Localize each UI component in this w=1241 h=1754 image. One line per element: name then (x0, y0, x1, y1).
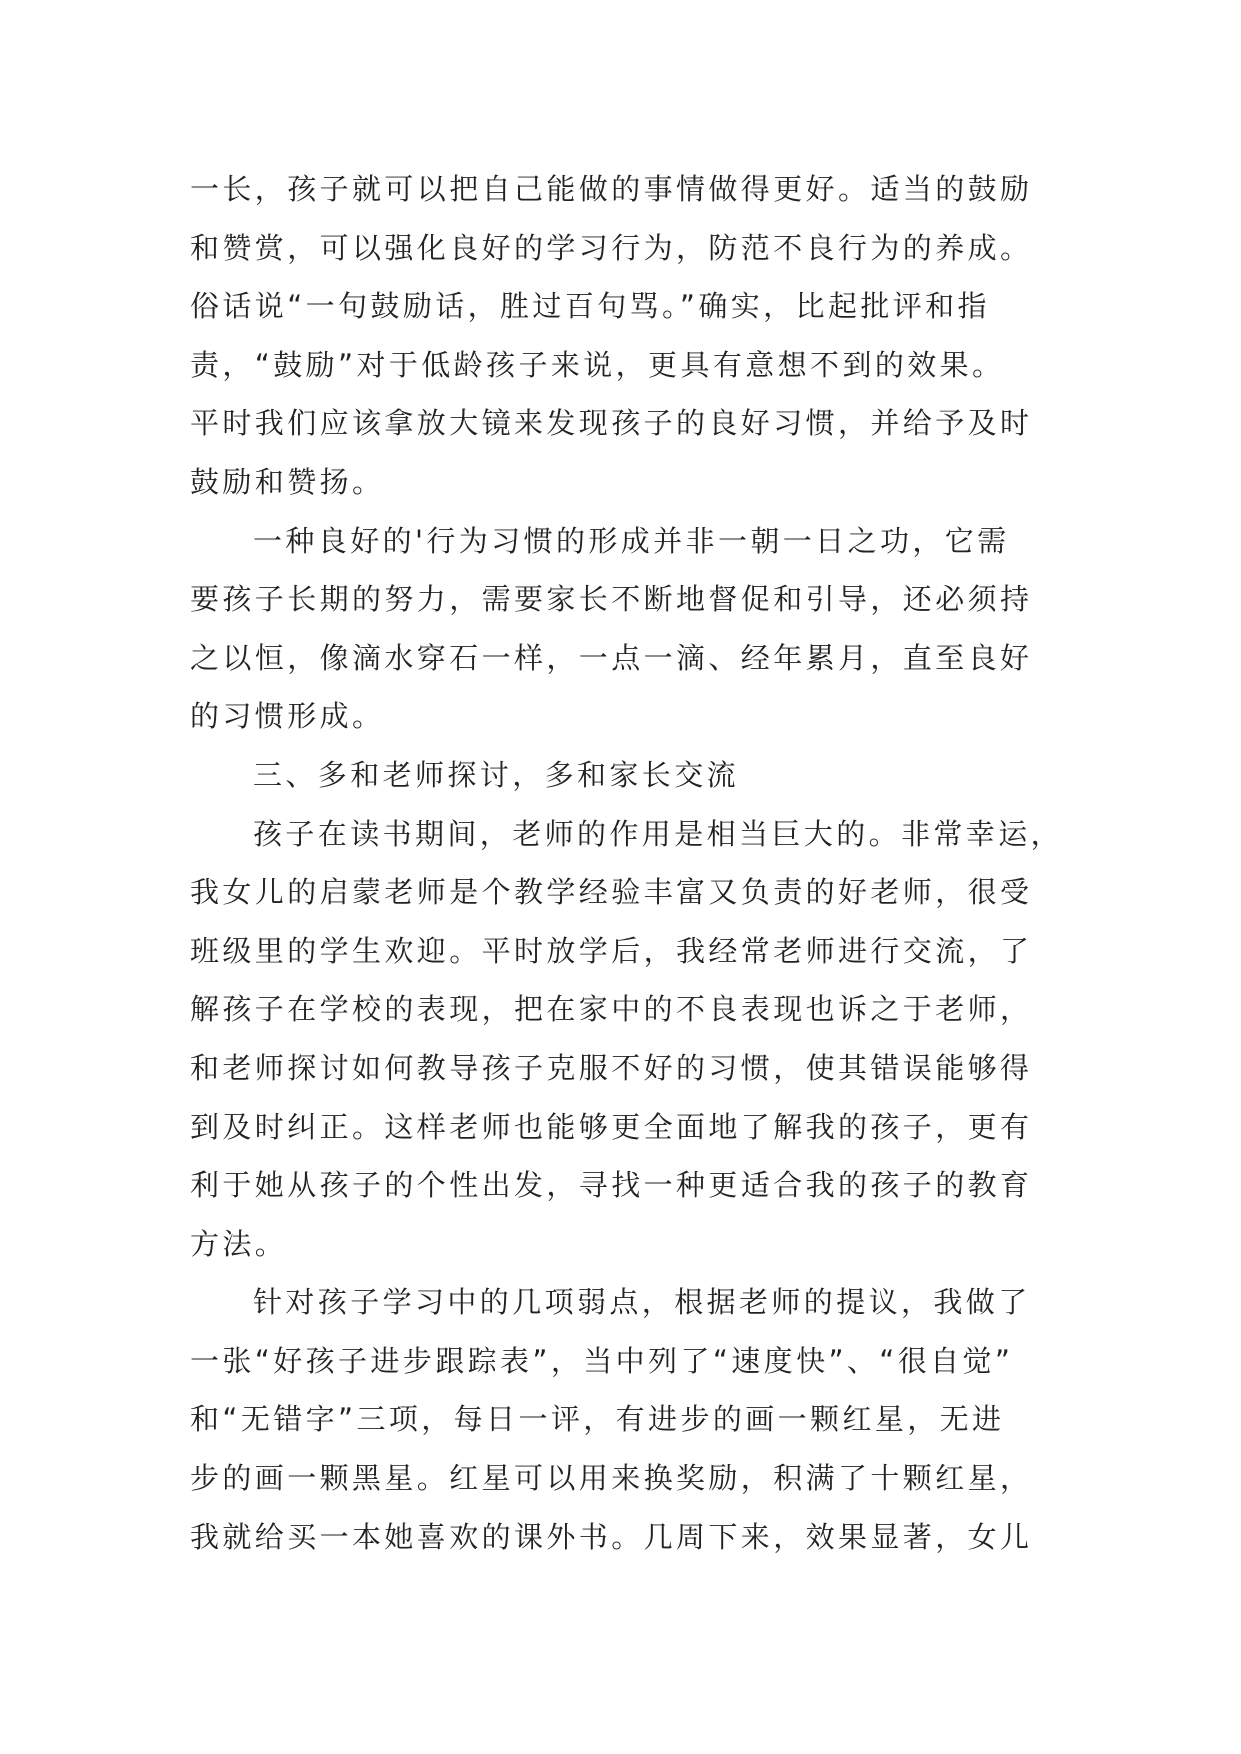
text-line: 方法。 (190, 1226, 288, 1261)
text-line: 一张“好孩子进步跟踪表”，当中列了“速度快”、“很自觉” (190, 1343, 1014, 1378)
text-line: 俗话说“一句鼓励话，胜过百句骂。”确实，比起批评和指 (190, 289, 990, 324)
text-line: 和赞赏，可以强化良好的学习行为，防范不良行为的养成。 (190, 230, 1033, 265)
text-line: 的习惯形成。 (190, 699, 385, 734)
text-line: 平时我们应该拿放大镜来发现孩子的良好习惯，并给予及时 (190, 406, 1033, 441)
text-line: 班级里的学生欢迎。平时放学后，我经常老师进行交流，了 (190, 933, 1033, 968)
text-line: 一长，孩子就可以把自己能做的事情做得更好。适当的鼓励 (190, 172, 1033, 206)
text-line: 鼓励和赞扬。 (190, 464, 385, 499)
section-heading: 三、多和老师探讨，多和家长交流 (253, 757, 740, 792)
text-line: 解孩子在学校的表现，把在家中的不良表现也诉之于老师， (190, 992, 1033, 1027)
paragraph-first-line: 一种良好的'行为习惯的形成并非一朝一日之功，它需 (253, 523, 1010, 558)
text-line: 要孩子长期的努力，需要家长不断地督促和引导，还必须持 (190, 582, 1033, 617)
text-line: 我女儿的启蒙老师是个教学经验丰富又负责的好老师，很受 (190, 875, 1033, 910)
text-line: 我就给买一本她喜欢的课外书。几周下来，效果显著，女儿 (190, 1519, 1033, 1554)
paragraph-first-line: 针对孩子学习中的几项弱点，根据老师的提议，我做了 (253, 1285, 1031, 1320)
text-line: 之以恒，像滴水穿石一样，一点一滴、经年累月，直至良好 (190, 640, 1033, 675)
document-body (190, 160, 1070, 1566)
text-line: 到及时纠正。这样老师也能够更全面地了解我的孩子，更有 (190, 1109, 1033, 1144)
text-line: 利于她从孩子的个性出发，寻找一种更适合我的孩子的教育 (190, 1168, 1033, 1203)
text-line: 责，“鼓励”对于低龄孩子来说，更具有意想不到的效果。 (190, 347, 1005, 382)
text-line: 和“无错字”三项，每日一评，有进步的画一颗红星，无进 (190, 1402, 1005, 1437)
text-line: 步的画一颗黑星。红星可以用来换奖励，积满了十颗红星， (190, 1461, 1033, 1496)
paragraph-first-line: 孩子在读书期间，老师的作用是相当巨大的。非常幸运， (253, 816, 1064, 851)
text-line: 和老师探讨如何教导孩子克服不好的习惯，使其错误能够得 (190, 1050, 1033, 1085)
